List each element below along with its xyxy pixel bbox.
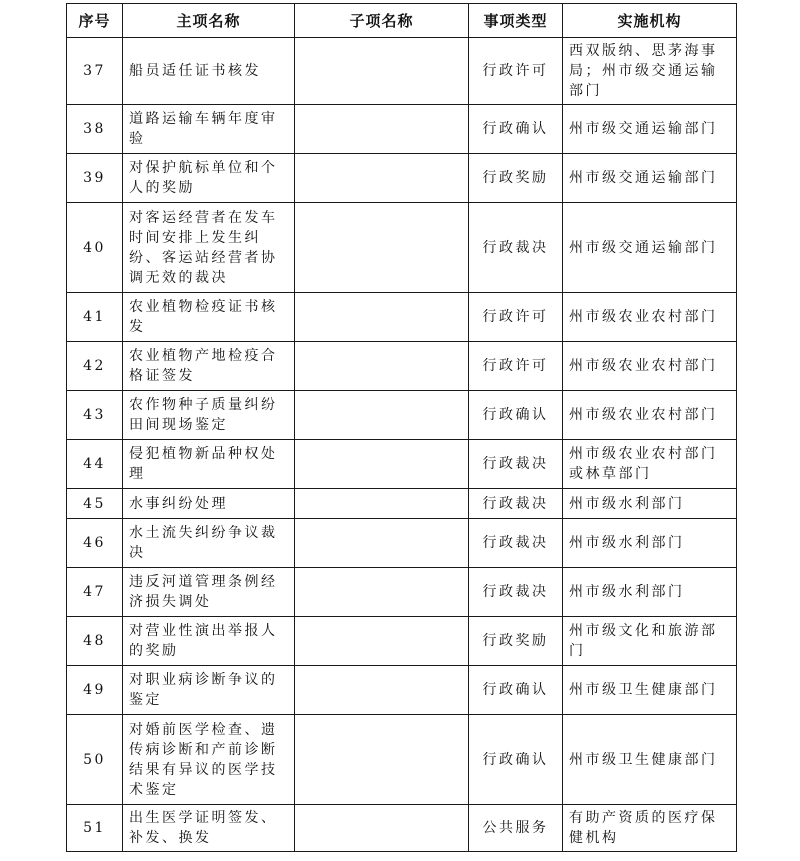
table-row [67, 203, 737, 293]
cell-sub-item [295, 666, 469, 715]
header-main-item: 主项名称 [123, 4, 295, 38]
cell-agency: 州市级水利部门 [563, 519, 737, 568]
table-row [67, 568, 737, 617]
cell-sub-item [295, 568, 469, 617]
cell-sub-item [295, 391, 469, 440]
cell-main-item: 对客运经营者在发车时间安排上发生纠纷、客运站经营者协调无效的裁决 [123, 203, 295, 293]
cell-agency: 州市级农业农村部门或林草部门 [563, 440, 737, 489]
items-table [66, 3, 737, 852]
cell-item-type: 行政奖励 [469, 154, 563, 203]
cell-sub-item [295, 154, 469, 203]
cell-item-type: 行政裁决 [469, 440, 563, 489]
cell-main-item: 农业植物产地检疫合格证签发 [123, 342, 295, 391]
cell-agency: 州市级水利部门 [563, 489, 737, 519]
table-row [67, 440, 737, 489]
cell-sub-item [295, 715, 469, 805]
cell-sub-item [295, 519, 469, 568]
cell-agency: 有助产资质的医疗保健机构 [563, 805, 737, 852]
cell-seq: 39 [67, 154, 123, 203]
cell-seq: 46 [67, 519, 123, 568]
cell-main-item: 农作物种子质量纠纷田间现场鉴定 [123, 391, 295, 440]
cell-agency: 州市级农业农村部门 [563, 293, 737, 342]
cell-sub-item [295, 203, 469, 293]
cell-agency: 州市级交通运输部门 [563, 203, 737, 293]
cell-main-item: 对保护航标单位和个人的奖励 [123, 154, 295, 203]
cell-agency: 西双版纳、思茅海事局；州市级交通运输部门 [563, 38, 737, 105]
table-row [67, 105, 737, 154]
cell-item-type: 行政许可 [469, 38, 563, 105]
cell-agency: 州市级交通运输部门 [563, 154, 737, 203]
cell-agency: 州市级水利部门 [563, 568, 737, 617]
table-row [67, 715, 737, 805]
cell-item-type: 行政裁决 [469, 568, 563, 617]
cell-item-type: 行政许可 [469, 342, 563, 391]
cell-main-item: 农业植物检疫证书核发 [123, 293, 295, 342]
header-seq: 序号 [67, 4, 123, 38]
cell-seq: 49 [67, 666, 123, 715]
cell-sub-item [295, 805, 469, 852]
cell-seq: 38 [67, 105, 123, 154]
table-row [67, 519, 737, 568]
cell-main-item: 出生医学证明签发、补发、换发 [123, 805, 295, 852]
table-row [67, 342, 737, 391]
cell-main-item: 道路运输车辆年度审验 [123, 105, 295, 154]
header-agency: 实施机构 [563, 4, 737, 38]
cell-agency: 州市级卫生健康部门 [563, 715, 737, 805]
cell-seq: 41 [67, 293, 123, 342]
cell-item-type: 行政裁决 [469, 489, 563, 519]
cell-sub-item [295, 440, 469, 489]
cell-main-item: 船员适任证书核发 [123, 38, 295, 105]
header-item-type: 事项类型 [469, 4, 563, 38]
cell-sub-item [295, 489, 469, 519]
cell-main-item: 对营业性演出举报人的奖励 [123, 617, 295, 666]
cell-item-type: 行政裁决 [469, 203, 563, 293]
cell-seq: 43 [67, 391, 123, 440]
table-row [67, 154, 737, 203]
cell-item-type: 行政裁决 [469, 519, 563, 568]
cell-item-type: 行政确认 [469, 391, 563, 440]
cell-sub-item [295, 617, 469, 666]
cell-seq: 44 [67, 440, 123, 489]
table-header-row [67, 4, 737, 38]
table-row [67, 293, 737, 342]
cell-main-item: 侵犯植物新品种权处理 [123, 440, 295, 489]
document-page [66, 3, 736, 852]
cell-agency: 州市级农业农村部门 [563, 391, 737, 440]
cell-item-type: 行政许可 [469, 293, 563, 342]
table-row [67, 489, 737, 519]
cell-item-type: 公共服务 [469, 805, 563, 852]
cell-sub-item [295, 342, 469, 391]
cell-main-item: 对婚前医学检查、遗传病诊断和产前诊断结果有异议的医学技术鉴定 [123, 715, 295, 805]
table-row [67, 617, 737, 666]
cell-main-item: 水土流失纠纷争议裁决 [123, 519, 295, 568]
cell-main-item: 违反河道管理条例经济损失调处 [123, 568, 295, 617]
cell-sub-item [295, 38, 469, 105]
cell-item-type: 行政确认 [469, 715, 563, 805]
cell-item-type: 行政确认 [469, 105, 563, 154]
cell-item-type: 行政奖励 [469, 617, 563, 666]
cell-main-item: 水事纠纷处理 [123, 489, 295, 519]
table-row [67, 666, 737, 715]
cell-agency: 州市级文化和旅游部门 [563, 617, 737, 666]
cell-seq: 42 [67, 342, 123, 391]
cell-seq: 51 [67, 805, 123, 852]
table-row [67, 391, 737, 440]
cell-main-item: 对职业病诊断争议的鉴定 [123, 666, 295, 715]
cell-seq: 50 [67, 715, 123, 805]
cell-item-type: 行政确认 [469, 666, 563, 715]
cell-seq: 40 [67, 203, 123, 293]
cell-seq: 37 [67, 38, 123, 105]
cell-agency: 州市级卫生健康部门 [563, 666, 737, 715]
header-sub-item: 子项名称 [295, 4, 469, 38]
cell-seq: 48 [67, 617, 123, 666]
cell-agency: 州市级交通运输部门 [563, 105, 737, 154]
cell-sub-item [295, 293, 469, 342]
cell-sub-item [295, 105, 469, 154]
cell-seq: 47 [67, 568, 123, 617]
cell-agency: 州市级农业农村部门 [563, 342, 737, 391]
table-row [67, 38, 737, 105]
cell-seq: 45 [67, 489, 123, 519]
table-row [67, 805, 737, 852]
